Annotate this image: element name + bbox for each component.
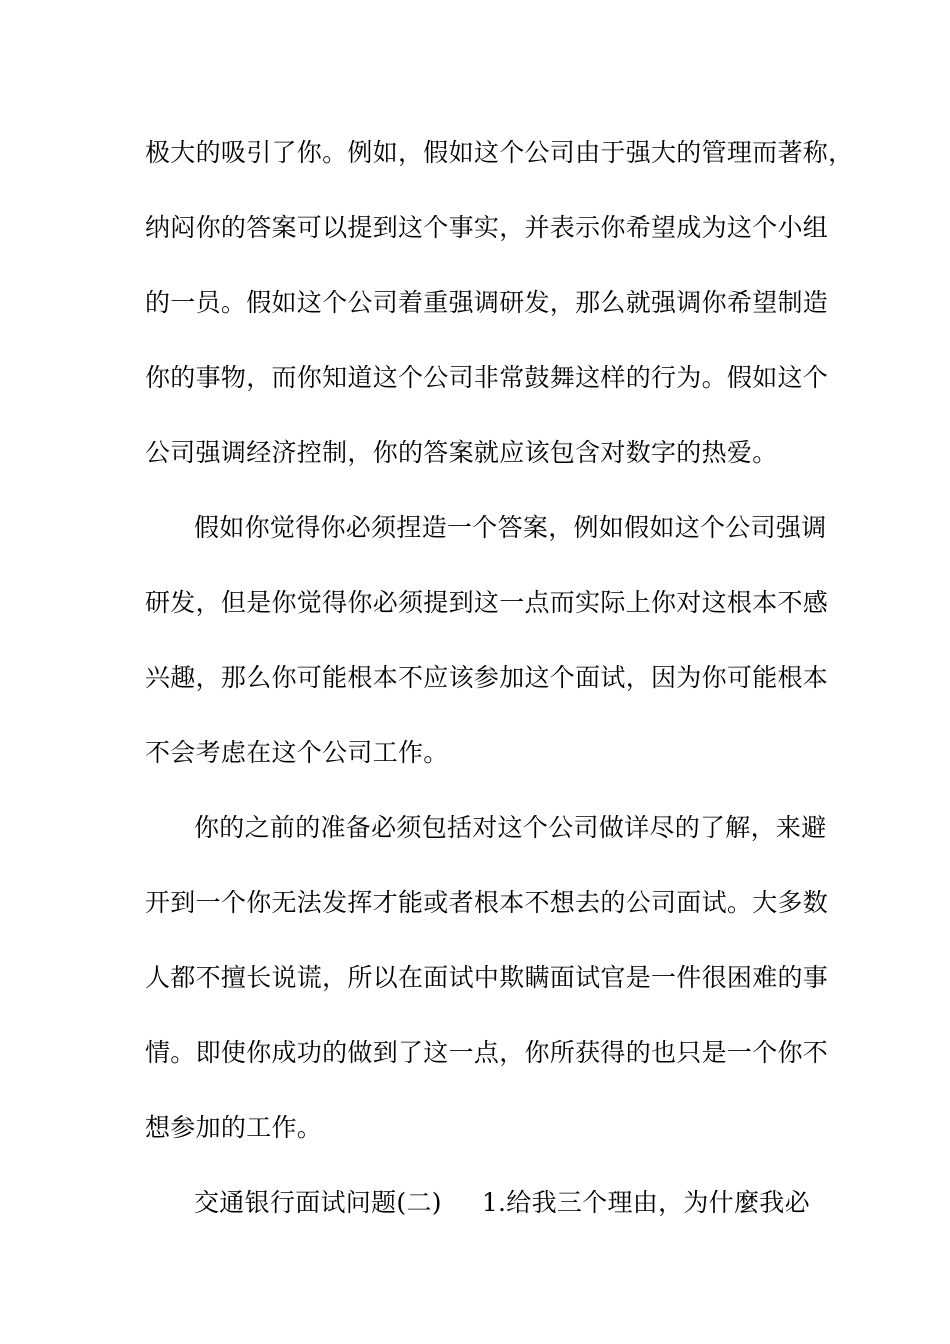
text-line: 极大的吸引了你。例如，假如这个公司由于强大的管理而著称， (145, 138, 854, 167)
question-text: 1.给我三个理由，为什麼我必 (481, 1188, 810, 1217)
text-line: 纳闷你的答案可以提到这个事实，并表示你希望成为这个小组 (145, 213, 829, 242)
paragraph-4 (145, 1178, 825, 1253)
section-heading: 交通银行面试问题(二) (194, 1188, 442, 1217)
text-line: 的一员。假如这个公司着重强调研发，那么就强调你希望制造 (145, 288, 829, 317)
text-line: 人都不擅长说谎，所以在面试中欺瞒面试官是一件很困难的事 (145, 963, 829, 992)
text-line: 兴趣，那么你可能根本不应该参加这个面试，因为你可能根本 (145, 663, 829, 692)
text-line: 你的之前的准备必须包括对这个公司做详尽的了解，来避 (194, 813, 827, 842)
document-body (145, 128, 854, 1253)
text-line: 研发，但是你觉得你必须提到这一点而实际上你对这根本不感 (145, 588, 829, 617)
section-line (145, 1178, 825, 1253)
text-line: 假如你觉得你必须捏造一个答案，例如假如这个公司强调 (194, 513, 827, 542)
paragraph-1 (145, 128, 854, 503)
text-line: 你的事物，而你知道这个公司非常鼓舞这样的行为。假如这个 (145, 363, 829, 392)
text-line: 想参加的工作。 (145, 1113, 323, 1142)
text-line: 公司强调经济控制，你的答案就应该包含对数字的热爱。 (145, 438, 778, 467)
text-line: 不会考虑在这个公司工作。 (145, 738, 449, 767)
paragraph-2 (145, 503, 829, 803)
paragraph-3 (145, 803, 829, 1178)
text-line: 情。即使你成功的做到了这一点，你所获得的也只是一个你不 (145, 1038, 829, 1067)
text-line: 开到一个你无法发挥才能或者根本不想去的公司面试。大多数 (145, 888, 829, 917)
